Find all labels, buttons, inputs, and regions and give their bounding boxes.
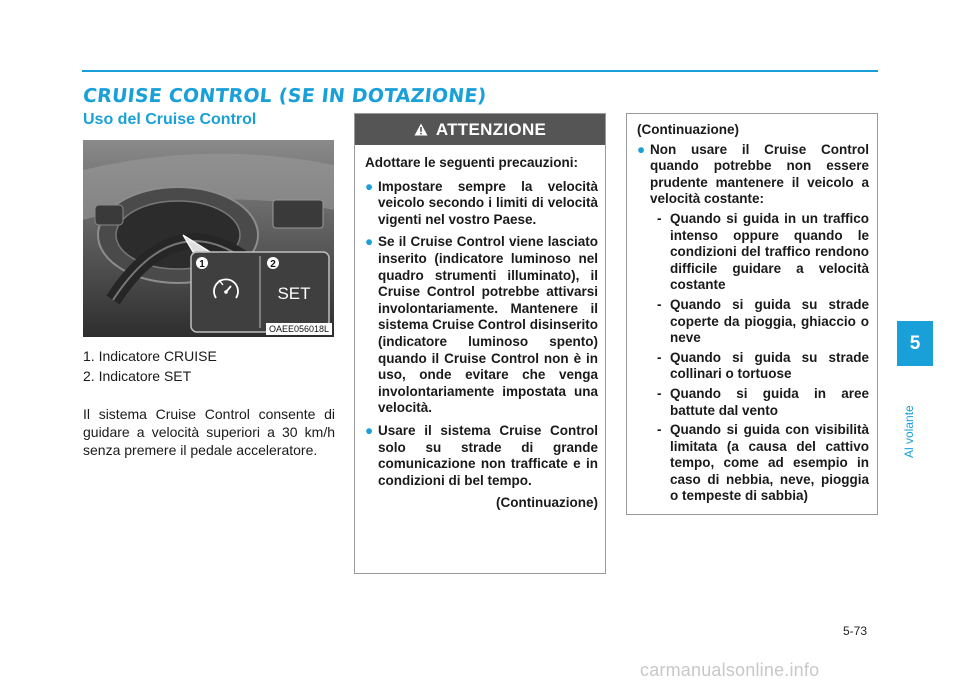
bullet-dot-icon: ● bbox=[365, 234, 374, 250]
watermark: carmanualsonline.info bbox=[640, 660, 820, 680]
chapter-tab: 5 bbox=[897, 321, 933, 366]
warning-intro: Adottare le seguenti precauzioni: bbox=[365, 155, 579, 170]
dash-item: - Quando si guida con visibilità limitata (a causa del cattivo tempo, come ad esempio in caso di nebbia, neve, pioggia o tempeste di sabbia) bbox=[657, 422, 869, 504]
chapter-label: Al volante bbox=[902, 405, 916, 458]
dashboard-illustration bbox=[83, 140, 334, 337]
dash-item: - Quando si guida su strade coperte da pioggia, ghiaccio o neve bbox=[657, 296, 869, 346]
subsection-title: Uso del Cruise Control bbox=[83, 111, 257, 128]
dash-item-text: Quando si guida in un traffico intenso oppure quando le condizioni del traffico rendono difficile guidare a velocità costante bbox=[670, 210, 869, 293]
dash-item: - Quando si guida in un traffico intenso oppure quando le condizioni del traffico rendono difficile guidare a velocità costante bbox=[657, 210, 869, 293]
warning-bullet-text: Usare il sistema Cruise Control solo su strade di grande comunicazione non trafficate e in condizioni di bel tempo. bbox=[378, 422, 598, 488]
top-rule bbox=[82, 70, 878, 72]
callout-2-text: 2 bbox=[270, 259, 276, 270]
continuation-heading: (Continuazione) bbox=[637, 122, 739, 137]
bullet-dot-icon: ● bbox=[365, 422, 374, 438]
warning-bullet bbox=[365, 179, 598, 229]
warning-continued: (Continuazione) bbox=[496, 495, 598, 511]
dash-item-text: Quando si guida su strade coperte da pioggia, ghiaccio o neve bbox=[670, 296, 869, 346]
section-title: CRUISE CONTROL (SE IN DOTAZIONE) bbox=[81, 85, 488, 107]
dash-item-text: Quando si guida su strade collinari o tortuose bbox=[670, 349, 869, 382]
dash-item-text: Quando si guida con visibilità limitata (a causa del cattivo tempo, come ad esempio in caso di nebbia, neve, pioggia o tempeste di sabbia) bbox=[670, 422, 869, 504]
list-item: 2. Indicatore SET bbox=[83, 368, 192, 384]
continuation-bullet bbox=[637, 142, 869, 208]
bullet-dot-icon: ● bbox=[365, 178, 374, 194]
warning-bullet-text: Se il Cruise Control viene lasciato inserito (indicatore luminoso nel quadro strumenti illuminato), il Cruise Control potrebbe attivarsi involontariamente. Mantenere il sistema Cruise Control disinserito (indicatore luminoso spento) quando il Cruise Control non è in uso, onde evitare che venga involontariamente impostata una velocità. bbox=[378, 234, 598, 416]
callout-1-text: 1 bbox=[199, 259, 205, 270]
warning-header bbox=[355, 114, 605, 145]
list-item: 1. Indicatore CRUISE bbox=[83, 348, 217, 364]
indicator-list bbox=[83, 346, 338, 386]
warning-bullet bbox=[365, 234, 598, 417]
warning-bullet-text: Impostare sempre la velocità veicolo secondo i limiti di velocità vigenti nel vostro Paese. bbox=[378, 178, 598, 227]
body-paragraph: Il sistema Cruise Control consente di guidare a velocità superiori a 30 km/h senza premere il pedale acceleratore. bbox=[83, 406, 335, 458]
continuation-bullet-text: Non usare il Cruise Control quando potrebbe non essere prudente mantenere il veicolo a velocità costante: bbox=[650, 141, 869, 207]
dash-item-text: Quando si guida in aree battute dal vento bbox=[670, 385, 869, 418]
dash-item: - Quando si guida su strade collinari o tortuose bbox=[657, 349, 869, 382]
warning-title: ATTENZIONE bbox=[435, 119, 547, 139]
warning-box bbox=[354, 113, 606, 574]
warning-bullet bbox=[365, 423, 598, 489]
dash-item: - Quando si guida in aree battute dal vento bbox=[657, 385, 869, 418]
figure-code: OAEE056018L bbox=[266, 323, 332, 335]
bullet-dot-icon: ● bbox=[637, 141, 646, 157]
warning-triangle-icon bbox=[414, 123, 428, 136]
continuation-box bbox=[626, 113, 878, 515]
set-button-label: SET bbox=[277, 284, 311, 303]
page-number: 5-73 bbox=[843, 624, 868, 638]
dashboard-figure bbox=[83, 140, 334, 337]
